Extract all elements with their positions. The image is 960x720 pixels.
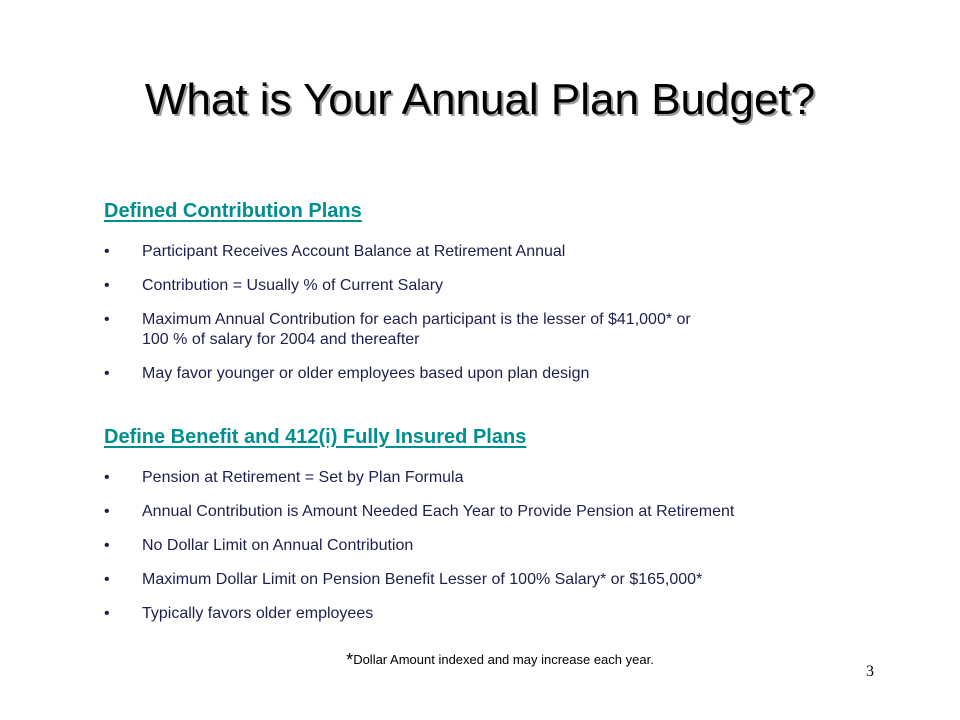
list-item [104,502,944,522]
bullet-text: No Dollar Limit on Annual Contribution [142,537,414,554]
bullet-list-defined-contribution [104,242,944,384]
bullet-icon: • [104,571,110,588]
bullet-icon: • [104,243,110,260]
list-item [104,364,944,384]
list-item [104,536,944,556]
bullet-icon: • [104,365,110,382]
bullet-icon: • [104,503,110,520]
list-item [104,604,944,624]
footnote [0,650,960,671]
bullet-icon: • [104,277,110,294]
bullet-icon: • [104,469,110,486]
footnote-text: Dollar Amount indexed and may increase each year. [353,652,654,667]
bullet-icon: • [104,605,110,622]
bullet-text: Annual Contribution is Amount Needed Each Year to Provide Pension at Retirement [142,503,735,520]
slide-title: What is Your Annual Plan Budget? [144,75,816,124]
bullet-text: Maximum Annual Contribution for each participant is the lesser of $41,000* or [142,311,691,328]
list-item [104,570,944,590]
list-item [104,468,944,488]
page-number: 3 [866,663,874,680]
list-item [104,242,944,262]
section-heading-defined-contribution: Defined Contribution Plans [104,200,362,222]
bullet-text: Pension at Retirement = Set by Plan Formula [142,469,464,486]
bullet-text: Contribution = Usually % of Current Salary [142,277,444,294]
bullet-text-continued: 100 % of salary for 2004 and thereafter [142,331,420,348]
bullet-text: May favor younger or older employees based upon plan design [142,365,590,382]
bullet-text: Maximum Dollar Limit on Pension Benefit Lesser of 100% Salary* or $165,000* [142,571,703,588]
list-item [104,310,944,350]
footnote-asterisk: * [346,650,354,670]
list-item [104,276,944,296]
bullet-icon: • [104,311,110,328]
section-heading-defined-benefit: Define Benefit and 412(i) Fully Insured Plans [104,426,527,448]
bullet-text: Participant Receives Account Balance at Retirement Annual [142,243,566,260]
bullet-icon: • [104,537,110,554]
bullet-text: Typically favors older employees [142,605,374,622]
bullet-list-defined-benefit [104,468,944,624]
